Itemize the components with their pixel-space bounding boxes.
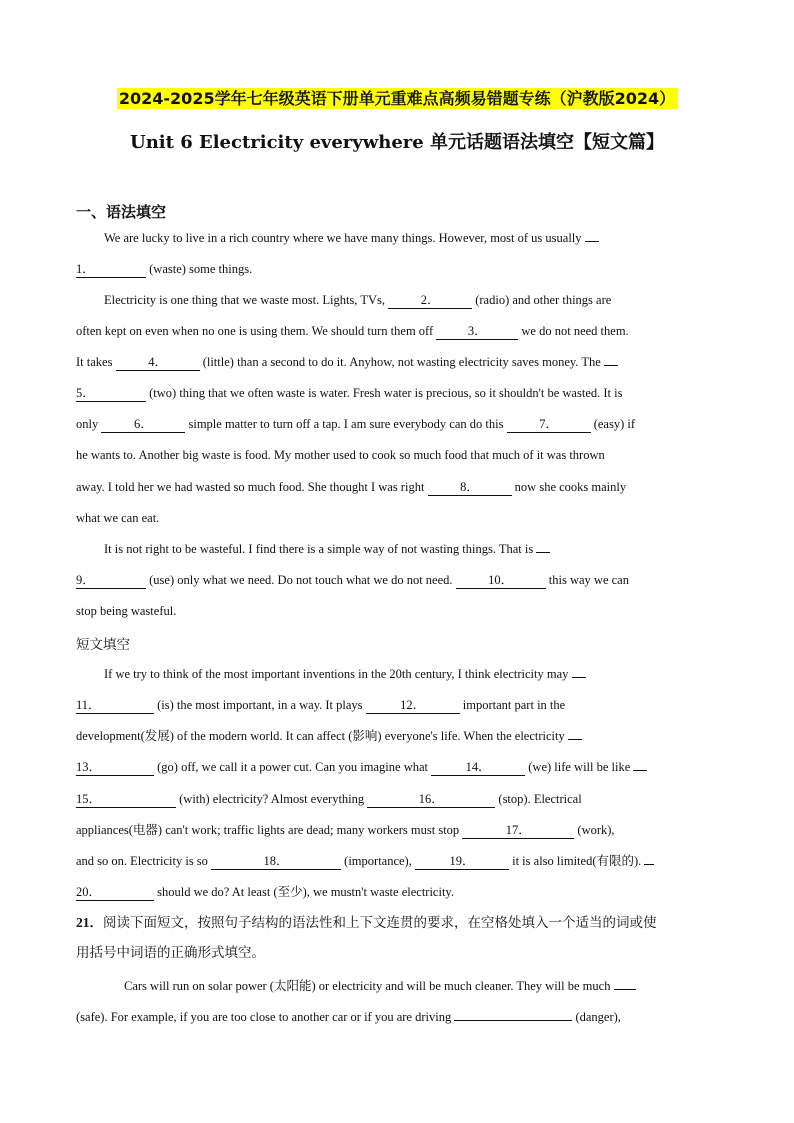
text-run: (work),	[577, 823, 615, 837]
text-run: away. I told her we had wasted so much food. She thought I was right	[76, 480, 425, 494]
blank-20-start[interactable]	[644, 864, 654, 865]
text-run: (importance),	[344, 854, 412, 868]
text-run: (little) than a second to do it. Anyhow, not wasting electricity saves money. The	[202, 355, 601, 369]
text-run: (danger),	[575, 1010, 621, 1024]
document-title	[0, 86, 794, 109]
text-run: Cars will run on solar power (太阳能) or electricity and will be much cleaner. They will be much	[124, 979, 611, 993]
document-subtitle: Unit 6 Electricity everywhere 单元话题语法填空【短文篇】	[130, 132, 664, 153]
text-run: now she cooks mainly	[514, 480, 627, 494]
blank-3[interactable]: 3．	[436, 324, 518, 340]
text-line	[76, 353, 722, 371]
blank-1[interactable]: 1．	[76, 262, 146, 278]
text-run: (easy) if	[593, 417, 635, 431]
text-line	[76, 260, 722, 278]
blank-9[interactable]: 9．	[76, 573, 146, 589]
blank-10[interactable]: 10．	[456, 573, 546, 589]
blank-4[interactable]: 4．	[116, 355, 200, 371]
blank-12[interactable]: 12．	[366, 698, 460, 714]
text-run: (with) electricity? Almost everything	[179, 792, 365, 806]
title-highlight: 2024-2025学年七年级英语下册单元重难点高频易错题专练（沪教版2024）	[118, 89, 676, 108]
text-run: only	[76, 417, 99, 431]
text-run: (radio) and other things are	[475, 293, 612, 307]
blank-1-start[interactable]	[585, 241, 599, 242]
text-run: often kept on even when no one is using them. We should turn them off	[76, 324, 434, 338]
blank-6[interactable]: 6．	[101, 417, 185, 433]
text-line: he wants to. Another big waste is food. My mother used to cook so much food that much of it was thrown	[76, 448, 605, 462]
text-run: We are lucky to live in a rich country where we have many things. However, most of us usually	[104, 231, 582, 245]
blank-21-1[interactable]	[614, 989, 636, 990]
text-line	[76, 1008, 722, 1026]
text-line	[76, 977, 722, 995]
text-run: (waste) some things.	[149, 262, 253, 276]
question-21-instruction	[76, 908, 722, 938]
blank-7[interactable]: 7．	[507, 417, 591, 433]
blank-21-2[interactable]	[454, 1020, 572, 1021]
text-run: development(发展) of the modern world. It can affect (影响) everyone's life. When the electricity	[76, 729, 565, 743]
text-run: this way we can	[548, 573, 629, 587]
question-number: 21．	[76, 915, 103, 930]
blank-16[interactable]: 16．	[367, 792, 495, 808]
text-line	[76, 384, 722, 402]
text-line	[76, 696, 722, 714]
text-run: It takes	[76, 355, 113, 369]
blank-14[interactable]: 14．	[431, 760, 525, 776]
blank-11-start[interactable]	[572, 677, 586, 678]
text-run: appliances(电器) can't work; traffic lights are dead; many workers must stop	[76, 823, 460, 837]
text-line	[76, 790, 722, 808]
text-line	[76, 852, 722, 870]
text-line: stop being wasteful.	[76, 604, 177, 618]
blank-19[interactable]: 19．	[415, 854, 509, 870]
section-heading-grammar-fill: 一、语法填空	[76, 203, 167, 221]
text-run: (stop). Electrical	[498, 792, 582, 806]
text-run: (we) life will be like	[528, 760, 631, 774]
text-line: what we can eat.	[76, 511, 160, 525]
text-run: simple matter to turn off a tap. I am sure everybody can do this	[188, 417, 504, 431]
blank-13-start[interactable]	[568, 739, 582, 740]
text-line	[76, 478, 722, 496]
text-line	[76, 665, 722, 683]
text-run: we do not need them.	[521, 324, 629, 338]
section-heading-passage-fill: 短文填空	[76, 637, 130, 653]
blank-9-start[interactable]	[536, 552, 550, 553]
blank-5[interactable]: 5．	[76, 386, 146, 402]
text-line	[76, 571, 722, 589]
blank-15[interactable]: 15．	[76, 792, 176, 808]
blank-18[interactable]: 18．	[211, 854, 341, 870]
text-run: (safe). For example, if you are too close to another car or if you are driving	[76, 1010, 452, 1024]
text-run: and so on. Electricity is so	[76, 854, 208, 868]
question-21-instruction-cont: 用括号中词语的正确形式填空。	[76, 945, 265, 961]
blank-13[interactable]: 13．	[76, 760, 154, 776]
text-run: Electricity is one thing that we waste most. Lights, TVs,	[104, 293, 385, 307]
text-run: (two) thing that we often waste is water. Fresh water is precious, so it shouldn't be wasted. It is	[149, 386, 623, 400]
text-run: important part in the	[462, 698, 566, 712]
text-run: (use) only what we need. Do not touch what we do not need.	[149, 573, 453, 587]
blank-11[interactable]: 11．	[76, 698, 154, 714]
blank-20[interactable]: 20．	[76, 885, 154, 901]
blank-8[interactable]: 8．	[428, 480, 512, 496]
blank-15-start[interactable]	[633, 770, 647, 771]
text-run: If we try to think of the most important inventions in the 20th century, I think electricity may	[104, 667, 569, 681]
text-run: It is not right to be wasteful. I find there is a simple way of not wasting things. That is	[104, 542, 534, 556]
instruction-text: 阅读下面短文，按照句子结构的语法性和上下文连贯的要求，在空格处填入一个适当的词或使	[103, 915, 657, 931]
text-run: (go) off, we call it a power cut. Can you imagine what	[157, 760, 428, 774]
blank-2[interactable]: 2．	[388, 293, 472, 309]
text-line	[76, 727, 722, 745]
blank-5-start[interactable]	[604, 365, 618, 366]
text-line	[76, 758, 722, 776]
text-line	[76, 322, 722, 340]
text-line	[76, 883, 722, 901]
text-run: (is) the most important, in a way. It plays	[157, 698, 363, 712]
text-run: it is also limited(有限的).	[512, 854, 642, 868]
text-run: should we do? At least (至少), we mustn't waste electricity.	[157, 885, 454, 899]
text-line	[76, 291, 722, 309]
blank-17[interactable]: 17．	[462, 823, 574, 839]
text-line	[76, 229, 722, 247]
text-line	[76, 415, 722, 433]
text-line	[76, 540, 722, 558]
text-line	[76, 821, 722, 839]
